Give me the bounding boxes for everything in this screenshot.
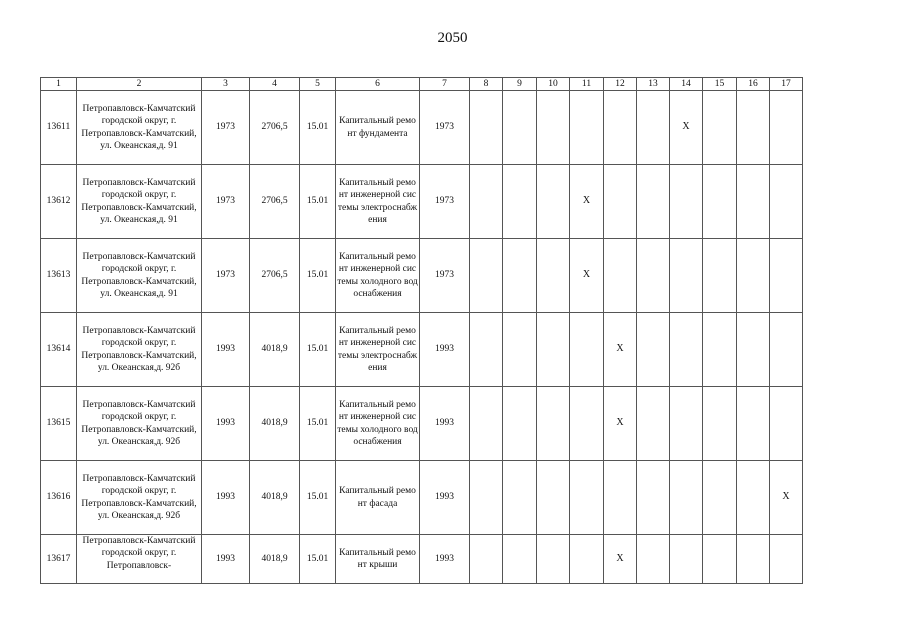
empty-cell	[670, 239, 703, 313]
address-cell: Петропавловск-Камчатский городской округ, г. Петропавловск-Камчатский, ул. Океанская,д. 91	[77, 91, 202, 165]
area-cell: 4018,9	[250, 387, 300, 461]
empty-cell	[670, 165, 703, 239]
work-type-cell: Капитальный ремонт инженерной системы электроснабжения	[336, 165, 420, 239]
year-cell: 1973	[420, 165, 470, 239]
column-header: 9	[503, 78, 537, 91]
column-header: 6	[336, 78, 420, 91]
code-cell: 15.01	[300, 91, 336, 165]
work-type-cell: Капитальный ремонт инженерной системы холодного водоснабжения	[336, 387, 420, 461]
empty-cell	[470, 387, 503, 461]
empty-cell	[537, 313, 570, 387]
empty-cell	[703, 165, 737, 239]
year-cell: 1973	[420, 91, 470, 165]
empty-cell	[570, 535, 604, 584]
empty-cell	[670, 461, 703, 535]
empty-cell	[470, 91, 503, 165]
empty-cell	[737, 313, 770, 387]
column-header: 10	[537, 78, 570, 91]
year-built-cell: 1993	[202, 387, 250, 461]
column-header: 15	[703, 78, 737, 91]
column-header: 1	[41, 78, 77, 91]
empty-cell	[503, 535, 537, 584]
code-cell: 15.01	[300, 239, 336, 313]
year-built-cell: 1993	[202, 313, 250, 387]
empty-cell	[770, 239, 803, 313]
empty-cell	[537, 387, 570, 461]
column-header: 5	[300, 78, 336, 91]
mark-cell	[670, 91, 703, 165]
address-cell: Петропавловск-Камчатский городской округ, г. Петропавловск-	[77, 535, 202, 584]
mark-cell	[604, 387, 637, 461]
row-id-cell: 13613	[41, 239, 77, 313]
column-header: 16	[737, 78, 770, 91]
mark-cell	[570, 165, 604, 239]
empty-cell	[537, 91, 570, 165]
mark-cell	[604, 535, 637, 584]
address-cell: Петропавловск-Камчатский городской округ, г. Петропавловск-Камчатский, ул. Океанская,д. 91	[77, 239, 202, 313]
empty-cell	[537, 239, 570, 313]
mark-cell	[570, 239, 604, 313]
empty-cell	[637, 535, 670, 584]
year-cell: 1973	[420, 239, 470, 313]
empty-cell	[470, 239, 503, 313]
column-header: 17	[770, 78, 803, 91]
area-cell: 2706,5	[250, 91, 300, 165]
area-cell: 2706,5	[250, 239, 300, 313]
empty-cell	[537, 461, 570, 535]
empty-cell	[637, 91, 670, 165]
registry-body	[41, 91, 803, 584]
address-cell: Петропавловск-Камчатский городской округ, г. Петропавловск-Камчатский, ул. Океанская,д. 92б	[77, 387, 202, 461]
empty-cell	[637, 239, 670, 313]
empty-cell	[770, 313, 803, 387]
empty-cell	[703, 313, 737, 387]
area-cell: 4018,9	[250, 535, 300, 584]
table-row	[41, 461, 803, 535]
x-mark: X	[616, 343, 624, 355]
year-cell: 1993	[420, 461, 470, 535]
empty-cell	[703, 461, 737, 535]
empty-cell	[604, 165, 637, 239]
empty-cell	[737, 535, 770, 584]
empty-cell	[770, 165, 803, 239]
empty-cell	[604, 91, 637, 165]
empty-cell	[737, 239, 770, 313]
empty-cell	[503, 461, 537, 535]
empty-cell	[737, 165, 770, 239]
row-id-cell: 13615	[41, 387, 77, 461]
table-row	[41, 535, 803, 584]
column-header: 8	[470, 78, 503, 91]
code-cell: 15.01	[300, 461, 336, 535]
empty-cell	[503, 91, 537, 165]
x-mark: X	[682, 121, 690, 133]
empty-cell	[703, 91, 737, 165]
empty-cell	[503, 387, 537, 461]
work-type-cell: Капитальный ремонт фундамента	[336, 91, 420, 165]
area-cell: 4018,9	[250, 461, 300, 535]
column-header: 12	[604, 78, 637, 91]
work-type-cell: Капитальный ремонт крыши	[336, 535, 420, 584]
table-row	[41, 239, 803, 313]
empty-cell	[503, 165, 537, 239]
row-id-cell: 13612	[41, 165, 77, 239]
empty-cell	[737, 387, 770, 461]
header-row	[41, 78, 803, 91]
x-mark: X	[616, 417, 624, 429]
empty-cell	[670, 387, 703, 461]
empty-cell	[570, 313, 604, 387]
year-built-cell: 1993	[202, 461, 250, 535]
address-cell: Петропавловск-Камчатский городской округ, г. Петропавловск-Камчатский, ул. Океанская,д. 92б	[77, 461, 202, 535]
empty-cell	[503, 239, 537, 313]
column-header: 2	[77, 78, 202, 91]
empty-cell	[703, 239, 737, 313]
empty-cell	[737, 461, 770, 535]
area-cell: 2706,5	[250, 165, 300, 239]
x-mark: X	[616, 552, 624, 564]
year-built-cell: 1973	[202, 165, 250, 239]
row-id-cell: 13611	[41, 91, 77, 165]
row-id-cell: 13617	[41, 535, 77, 584]
work-type-cell: Капитальный ремонт фасада	[336, 461, 420, 535]
column-header: 4	[250, 78, 300, 91]
empty-cell	[570, 387, 604, 461]
empty-cell	[604, 461, 637, 535]
empty-cell	[770, 91, 803, 165]
empty-cell	[670, 313, 703, 387]
year-cell: 1993	[420, 535, 470, 584]
work-type-cell: Капитальный ремонт инженерной системы холодного водоснабжения	[336, 239, 420, 313]
empty-cell	[637, 461, 670, 535]
empty-cell	[604, 239, 637, 313]
row-id-cell: 13616	[41, 461, 77, 535]
empty-cell	[637, 165, 670, 239]
empty-cell	[537, 535, 570, 584]
empty-cell	[470, 313, 503, 387]
year-cell: 1993	[420, 387, 470, 461]
address-cell: Петропавловск-Камчатский городской округ, г. Петропавловск-Камчатский, ул. Океанская,д. 92б	[77, 313, 202, 387]
table-row	[41, 165, 803, 239]
empty-cell	[570, 91, 604, 165]
code-cell: 15.01	[300, 165, 336, 239]
year-cell: 1993	[420, 313, 470, 387]
empty-cell	[470, 461, 503, 535]
page-number: 2050	[437, 30, 468, 46]
address-cell: Петропавловск-Камчатский городской округ, г. Петропавловск-Камчатский, ул. Океанская,д. 91	[77, 165, 202, 239]
code-cell: 15.01	[300, 387, 336, 461]
x-mark: X	[582, 269, 591, 281]
table-row	[41, 313, 803, 387]
row-id-cell: 13614	[41, 313, 77, 387]
x-mark: X	[582, 195, 591, 207]
registry-table	[40, 77, 803, 584]
mark-cell	[770, 461, 803, 535]
year-built-cell: 1993	[202, 535, 250, 584]
empty-cell	[470, 535, 503, 584]
empty-cell	[503, 313, 537, 387]
empty-cell	[637, 387, 670, 461]
empty-cell	[470, 165, 503, 239]
code-cell: 15.01	[300, 313, 336, 387]
column-header: 3	[202, 78, 250, 91]
empty-cell	[770, 535, 803, 584]
table-row	[41, 387, 803, 461]
column-header: 13	[637, 78, 670, 91]
empty-cell	[703, 535, 737, 584]
mark-cell	[604, 313, 637, 387]
empty-cell	[703, 387, 737, 461]
table-row	[41, 91, 803, 165]
code-cell: 15.01	[300, 535, 336, 584]
column-header: 14	[670, 78, 703, 91]
empty-cell	[637, 313, 670, 387]
empty-cell	[537, 165, 570, 239]
area-cell: 4018,9	[250, 313, 300, 387]
work-type-cell: Капитальный ремонт инженерной системы электроснабжения	[336, 313, 420, 387]
column-header: 7	[420, 78, 470, 91]
x-mark: X	[782, 491, 790, 503]
empty-cell	[770, 387, 803, 461]
empty-cell	[570, 461, 604, 535]
column-header: 11	[570, 78, 604, 91]
empty-cell	[670, 535, 703, 584]
year-built-cell: 1973	[202, 239, 250, 313]
empty-cell	[737, 91, 770, 165]
year-built-cell: 1973	[202, 91, 250, 165]
